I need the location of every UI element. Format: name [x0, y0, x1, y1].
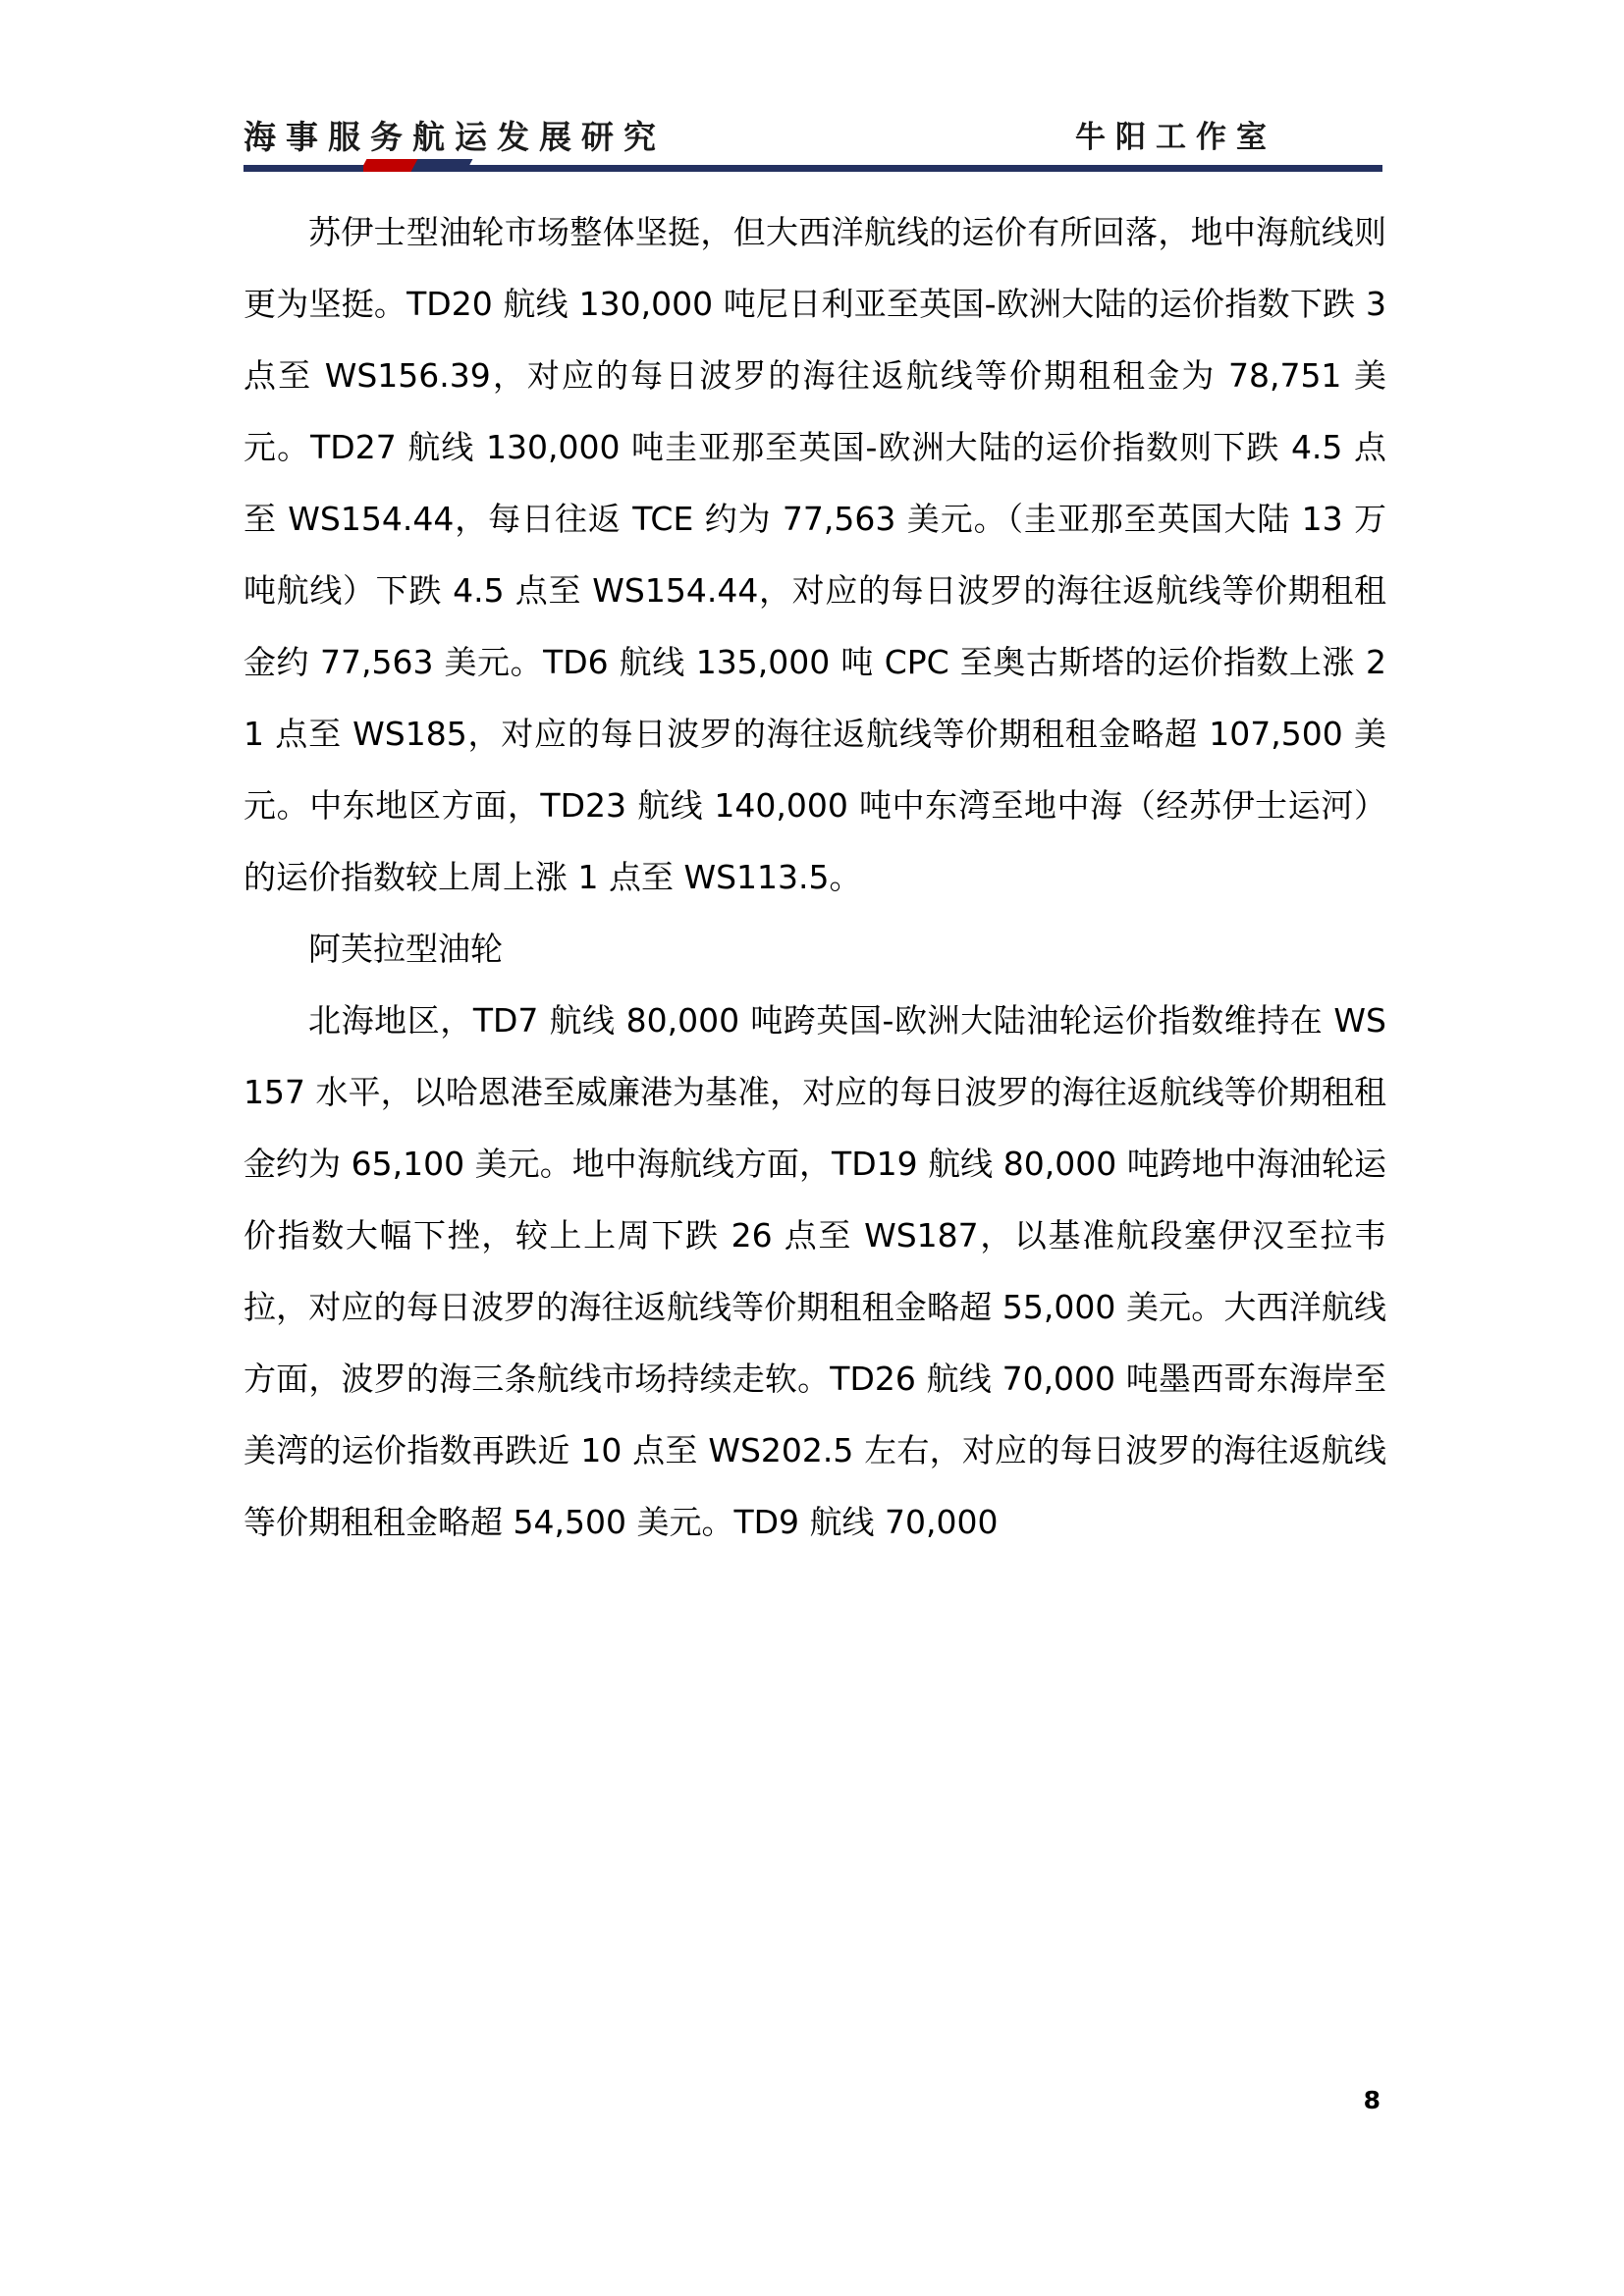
page-number: 8 [1363, 2086, 1380, 2114]
page-header [244, 79, 1382, 157]
paragraph-suezmax: 苏伊士型油轮市场整体坚挺，但大西洋航线的运价有所回落，地中海航线则更为坚挺。TD20 航线 130,000 吨尼日利亚至英国-欧洲大陆的运价指数下跌 3 点至 WS156.39，对应的每日波罗的海往返航线等价期租租金为 78,751 美元。TD27 航线 130,000 吨圭亚那至英国-欧洲大陆的运价指数则下跌 4.5 点至 WS154.44，每日往返 TCE 约为 77,563 美元。（圭亚那至英国大陆 13 万吨航线）下跌 4.5 点至 WS154.44，对应的每日波罗的海往返航线等价期租租金约 77,563 美元。TD6 航线 135,000 吨 CPC 至奥古斯塔的运价指数上涨 21 点至 WS185，对应的每日波罗的海往返航线等价期租租金略超 107,500 美元。中东地区方面，TD23 航线 140,000 吨中东湾至地中海（经苏伊士运河）的运价指数较上周上涨 1 点至 WS113.5。 [244, 213, 1386, 896]
header-title: 海事服务航运发展研究 [244, 118, 666, 156]
paragraph-aframax-body: 北海地区，TD7 航线 80,000 吨跨英国-欧洲大陆油轮运价指数维持在 WS157 水平，以哈恩港至威廉港为基准，对应的每日波罗的海往返航线等价期租租金约为 65,100 美元。地中海航线方面，TD19 航线 80,000 吨跨地中海油轮运价指数大幅下挫，较上上周下跌 26 点至 WS187，以基准航段塞伊汉至拉韦拉，对应的每日波罗的海往返航线等价期租租金略超 55,000 美元。大西洋航线方面，波罗的海三条航线市场持续走软。TD26 航线 70,000 吨墨西哥东海岸至美湾的运价指数再跌近 10 点至 WS202.5 左右，对应的每日波罗的海往返航线等价期租租金略超 54,500 美元。TD9 航线 70,000 [244, 1001, 1386, 1541]
accent-navy-stripe [411, 159, 473, 172]
header-studio-name: 牛阳工作室 [1075, 120, 1276, 155]
header-divider-accent [363, 159, 481, 172]
document-body [244, 196, 1386, 1558]
paragraph-aframax-heading: 阿芙拉型油轮 [308, 930, 503, 968]
